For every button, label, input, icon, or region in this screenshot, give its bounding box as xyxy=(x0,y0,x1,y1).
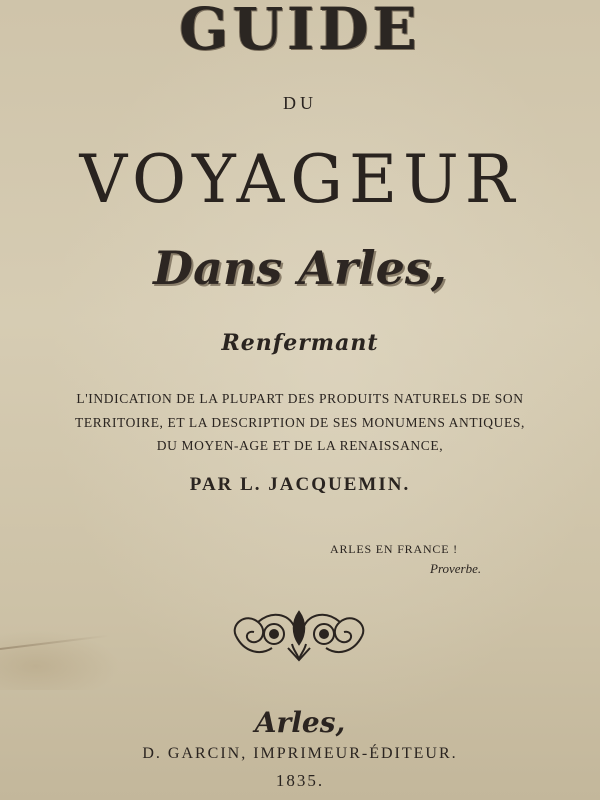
title-voyageur: VOYAGEUR xyxy=(79,141,521,218)
imprint-publisher: D. GARCIN, IMPRIMEUR-ÉDITEUR. xyxy=(142,745,458,762)
title-guide: GUIDE xyxy=(179,0,421,63)
epigraph-source: Proverbe. xyxy=(430,561,482,576)
description-line: DU MOYEN-AGE ET DE LA RENAISSANCE, xyxy=(156,438,444,453)
floral-vignette-icon xyxy=(228,604,370,666)
author-line: PAR L. JACQUEMIN. xyxy=(189,474,411,495)
paper-stain xyxy=(0,630,120,690)
title-dans-arles: Dans Arles, xyxy=(153,241,447,295)
imprint-city: Arles, xyxy=(254,706,346,739)
title-du: DU xyxy=(283,93,317,113)
contents-intro: Renfermant xyxy=(221,330,379,356)
epigraph-text: ARLES EN FRANCE ! xyxy=(330,542,458,556)
description-line: TERRITOIRE, ET LA DESCRIPTION DE SES MONUMENS ANTIQUES, xyxy=(75,415,525,430)
description-line: L'INDICATION DE LA PLUPART DES PRODUITS NATURELS DE SON xyxy=(76,391,524,406)
imprint-year: 1835. xyxy=(275,771,325,790)
